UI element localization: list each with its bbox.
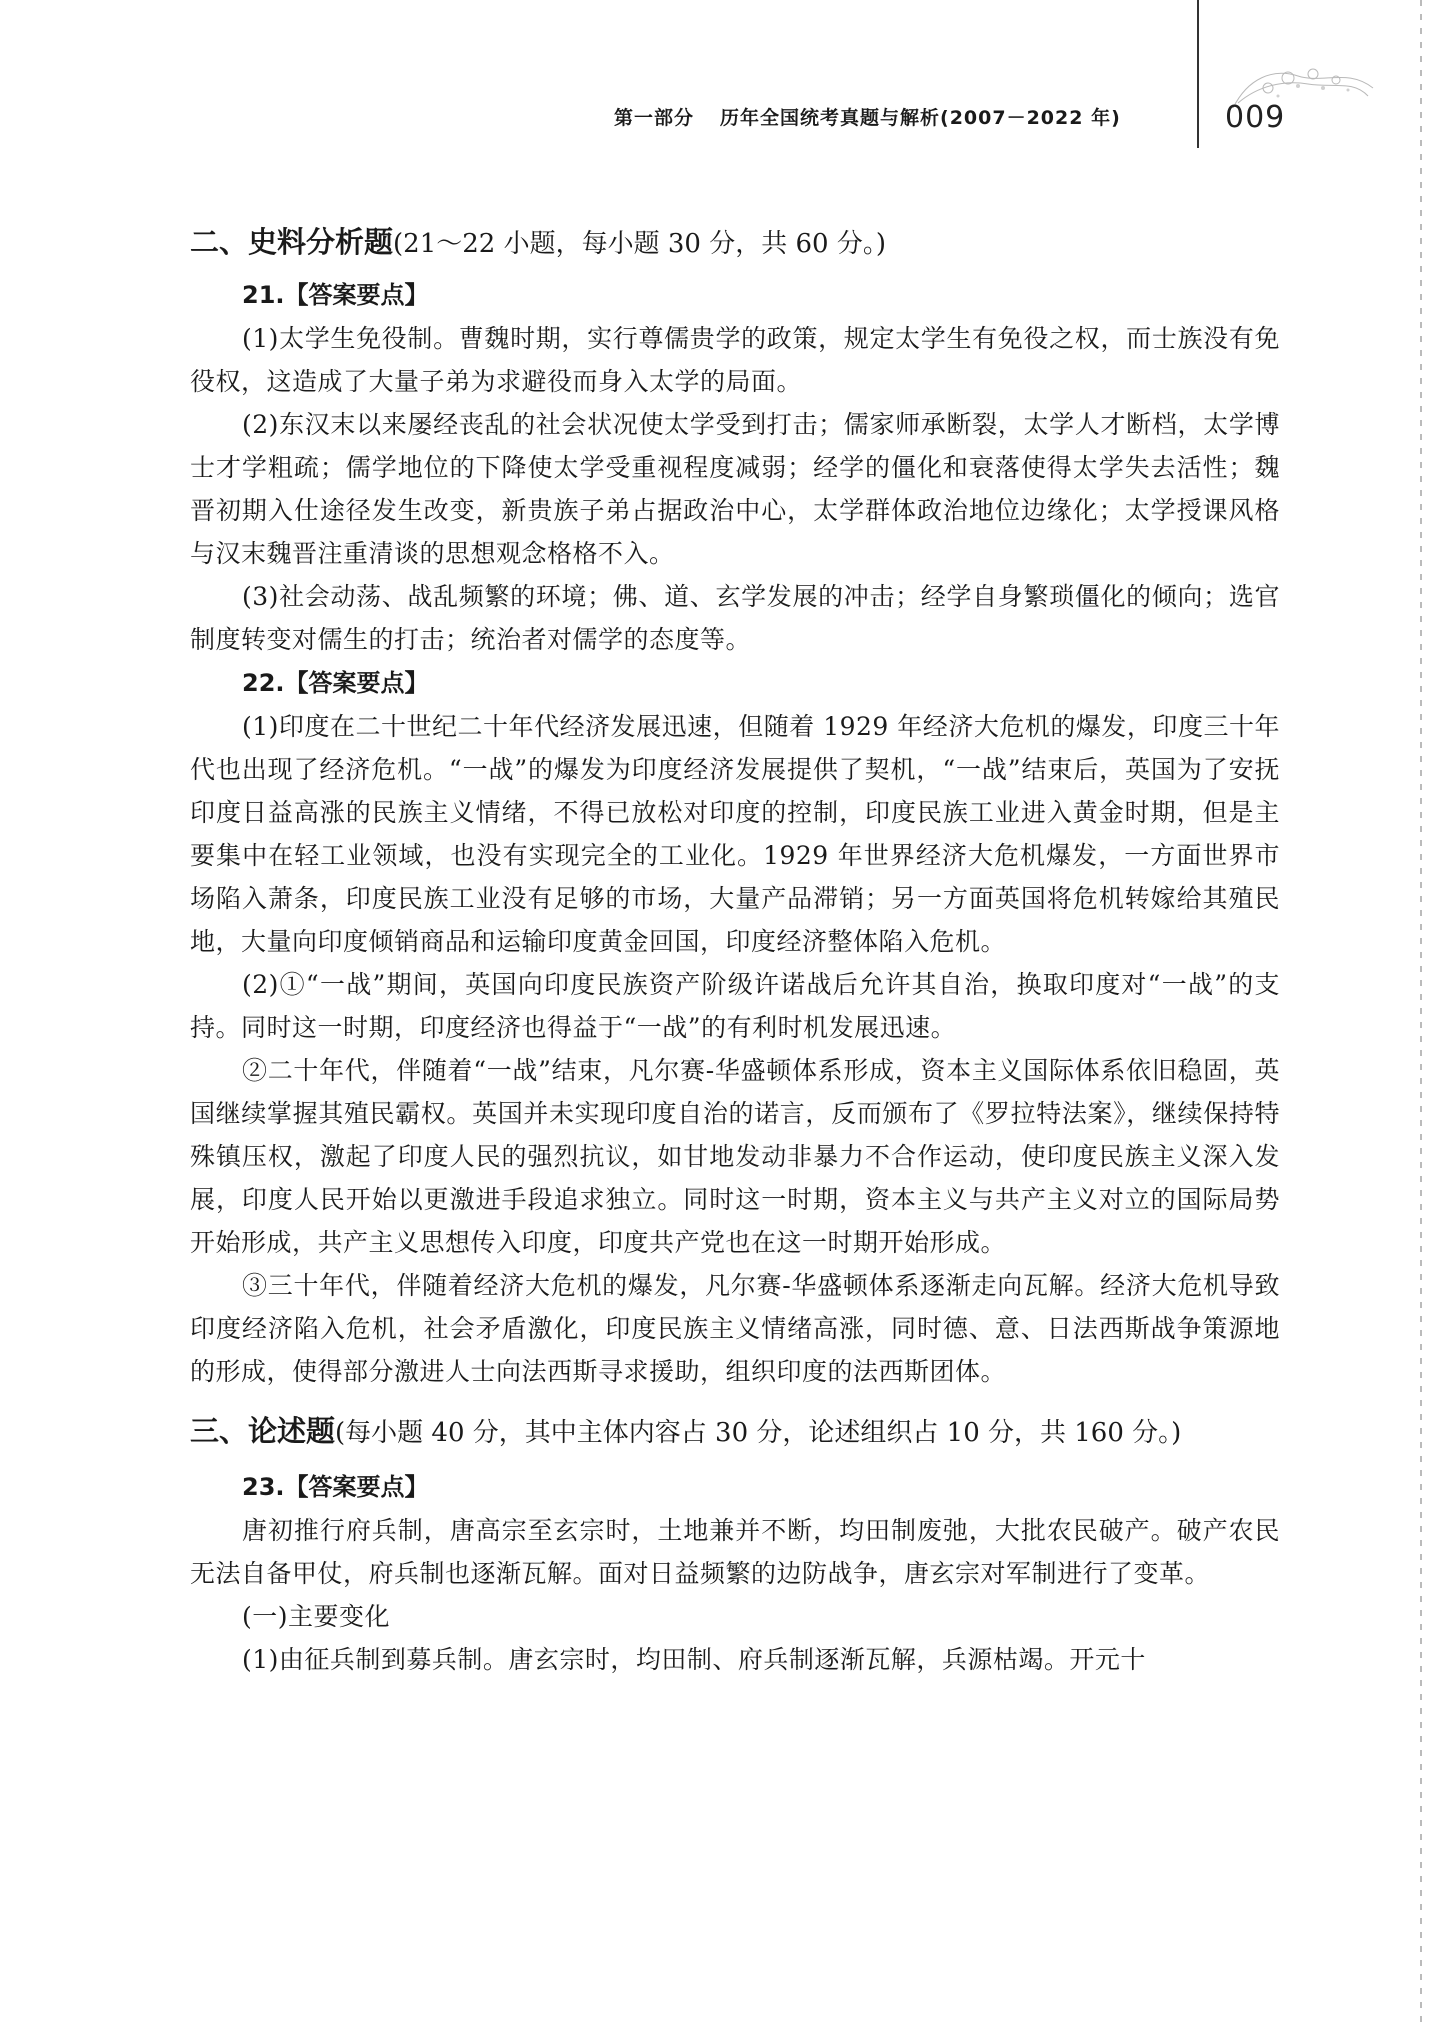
q23-subheading-main-changes: (一)主要变化 <box>242 1602 391 1631</box>
header-book-title: 历年全国统考真题与解析(2007－2022 年) <box>720 107 1121 129</box>
page-edge-dots <box>1420 0 1422 2024</box>
header-part-label: 第一部分 <box>614 107 695 129</box>
q22-paragraph-3: ②二十年代，伴随着“一战”结束，凡尔赛-华盛顿体系形成，资本主义国际体系依旧稳固，英国继续掌握其殖民霸权。英国并未实现印度自治的诺言，反而颁布了《罗拉特法案》，继续保持特殊镇压权，激起了印度人民的强烈抗议，如甘地发动非暴力不合作运动，使印度民族主义深入发展，印度人民开始以更激进手段追求独立。同时这一时期，资本主义与共产主义对立的国际局势开始形成，共产主义思想传入印度，印度共产党也在这一时期开始形成。 <box>190 1056 1280 1257</box>
section-2-title-note: (21～22 小题，每小题 30 分，共 60 分。) <box>393 229 886 259</box>
section-3-title <box>190 1407 1280 1457</box>
q22-heading: 22.【答案要点】 <box>242 669 429 697</box>
running-header-text <box>614 103 1121 130</box>
section-2-title-main: 二、史料分析题 <box>190 225 394 259</box>
q21-paragraph-2: (2)东汉末以来屡经丧乱的社会状况使太学受到打击；儒家师承断裂，太学人才断档，太学博士才学粗疏；儒学地位的下降使太学受重视程度减弱；经学的僵化和衰落使得太学失去活性；魏晋初期入仕途径发生改变，新贵族子弟占据政治中心，太学群体政治地位边缘化；太学授课风格与汉末魏晋注重清谈的思想观念格格不入。 <box>190 410 1280 568</box>
q23-paragraph-2: (1)由征兵制到募兵制。唐玄宗时，均田制、府兵制逐渐瓦解，兵源枯竭。开元十 <box>242 1645 1146 1674</box>
q22-paragraph-4: ③三十年代，伴随着经济大危机的爆发，凡尔赛-华盛顿体系逐渐走向瓦解。经济大危机导致印度经济陷入危机，社会矛盾激化，印度民族主义情绪高涨，同时德、意、日法西斯战争策源地的形成，使得部分激进人士向法西斯寻求援助，组织印度的法西斯团体。 <box>190 1271 1280 1386</box>
main-content <box>190 215 1280 1681</box>
section-3-title-note: (每小题 40 分，其中主体内容占 30 分，论述组织占 10 分，共 160 分。) <box>335 1418 1182 1448</box>
q21-heading: 21.【答案要点】 <box>242 281 429 309</box>
running-header <box>600 100 1200 140</box>
q21-paragraph-3: (3)社会动荡、战乱频繁的环境；佛、道、玄学发展的冲击；经学自身繁琐僵化的倾向；选官制度转变对儒生的打击；统治者对儒学的态度等。 <box>190 582 1280 654</box>
section-2-title <box>190 215 1280 271</box>
q23-paragraph-1: 唐初推行府兵制，唐高宗至玄宗时，土地兼并不断，均田制废弛，大批农民破产。破产农民无法自备甲仗，府兵制也逐渐瓦解。面对日益频繁的边防战争，唐玄宗对军制进行了变革。 <box>190 1516 1280 1588</box>
q21-paragraph-1: (1)太学生免役制。曹魏时期，实行尊儒贵学的政策，规定太学生有免役之权，而士族没有免役权，这造成了大量子弟为求避役而身入太学的局面。 <box>190 324 1280 396</box>
page-number: 009 <box>1225 100 1286 135</box>
q22-paragraph-1: (1)印度在二十世纪二十年代经济发展迅速，但随着 1929 年经济大危机的爆发，印度三十年代也出现了经济危机。“一战”的爆发为印度经济发展提供了契机，“一战”结束后，英国为了安抚印度日益高涨的民族主义情绪，不得已放松对印度的控制，印度民族工业进入黄金时期，但是主要集中在轻工业领域，也没有实现完全的工业化。1929 年世界经济大危机爆发，一方面世界市场陷入萧条，印度民族工业没有足够的市场，大量产品滞销；另一方面英国将危机转嫁给其殖民地，大量向印度倾销商品和运输印度黄金回国，印度经济整体陷入危机。 <box>190 712 1280 956</box>
q23-heading: 23.【答案要点】 <box>242 1473 429 1501</box>
q22-paragraph-2: (2)①“一战”期间，英国向印度民族资产阶级许诺战后允许其自治，换取印度对“一战”的支持。同时这一时期，印度经济也得益于“一战”的有利时机发展迅速。 <box>190 970 1280 1042</box>
section-3-title-main: 三、论述题 <box>190 1414 336 1448</box>
